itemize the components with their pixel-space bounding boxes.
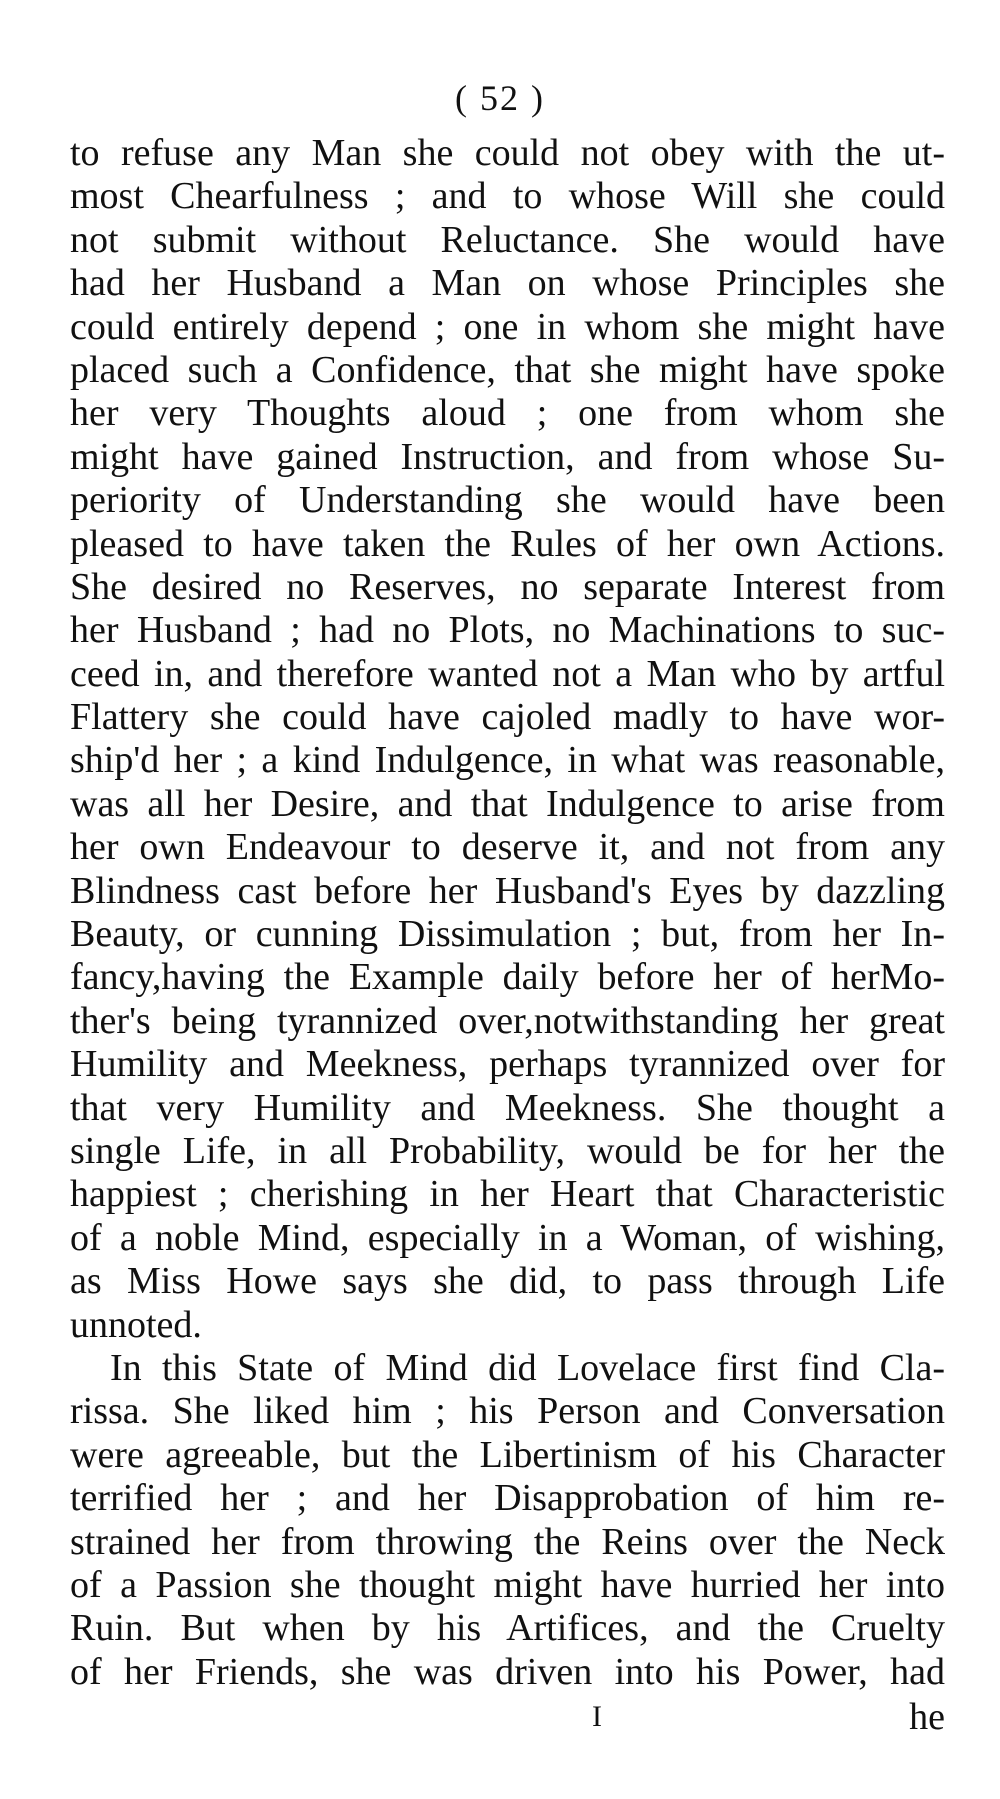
text-line: her own Endeavour to deserve it, and not from any — [70, 826, 945, 869]
text-line: as Miss Howe says she did, to pass through Life — [70, 1260, 945, 1303]
text-line: ther's being tyrannized over,notwithstanding her great — [70, 999, 945, 1042]
text-line: could entirely depend ; one in whom she might have — [70, 305, 945, 348]
text-line: Beauty, or cunning Dissimulation ; but, from her In- — [70, 913, 945, 956]
text-line: ship'd her ; a kind Indulgence, in what was reasonable, — [70, 739, 945, 782]
page-footer — [70, 1695, 945, 1739]
text-line: In this State of Mind did Lovelace first find Cla- — [110, 1346, 945, 1389]
text-line: her Husband ; had no Plots, no Machinations to suc- — [70, 609, 945, 652]
text-line: not submit without Reluctance. She would have — [70, 218, 945, 261]
body-text — [70, 132, 945, 1694]
signature-mark: I — [592, 1700, 602, 1733]
text-line: strained her from throwing the Reins over the Neck — [70, 1520, 945, 1563]
text-line: unnoted. — [70, 1303, 202, 1346]
text-line: to refuse any Man she could not obey with the ut- — [70, 132, 945, 174]
text-line: single Life, in all Probability, would be for her the — [70, 1129, 945, 1172]
page-number: ( 52 ) — [455, 78, 545, 118]
text-line: was all her Desire, and that Indulgence to arise from — [70, 782, 945, 825]
text-line: Flattery she could have cajoled madly to have wor- — [70, 696, 945, 739]
text-line: most Chearfulness ; and to whose Will she could — [70, 175, 945, 218]
text-line: periority of Understanding she would have been — [70, 479, 945, 522]
text-line: ceed in, and therefore wanted not a Man who by artful — [70, 652, 945, 695]
text-line: that very Humility and Meekness. She thought a — [70, 1086, 945, 1129]
text-line: placed such a Confidence, that she might have spoke — [70, 348, 945, 391]
catchword: he — [909, 1696, 945, 1738]
text-line: of her Friends, she was driven into his Power, had — [70, 1650, 945, 1693]
text-line: Blindness cast before her Husband's Eyes by dazzling — [70, 869, 945, 912]
text-line: happiest ; cherishing in her Heart that Characteristic — [70, 1173, 945, 1216]
text-line: of a noble Mind, especially in a Woman, of wishing, — [70, 1216, 945, 1259]
text-line: Humility and Meekness, perhaps tyrannized over for — [70, 1043, 945, 1086]
text-line: might have gained Instruction, and from whose Su- — [70, 435, 945, 478]
text-line: pleased to have taken the Rules of her own Actions. — [70, 522, 945, 565]
text-line: Ruin. But when by his Artifices, and the Cruelty — [70, 1607, 945, 1650]
text-line: She desired no Reserves, no separate Interest from — [70, 565, 945, 608]
text-line: terrified her ; and her Disapprobation of him re- — [70, 1477, 945, 1520]
text-line: fancy,having the Example daily before her of herMo- — [70, 956, 945, 999]
text-line: rissa. She liked him ; his Person and Conversation — [70, 1390, 945, 1433]
text-line: of a Passion she thought might have hurried her into — [70, 1563, 945, 1606]
text-line: her very Thoughts aloud ; one from whom she — [70, 392, 945, 435]
text-line: had her Husband a Man on whose Principles she — [70, 262, 945, 305]
text-line: were agreeable, but the Libertinism of his Character — [70, 1433, 945, 1476]
